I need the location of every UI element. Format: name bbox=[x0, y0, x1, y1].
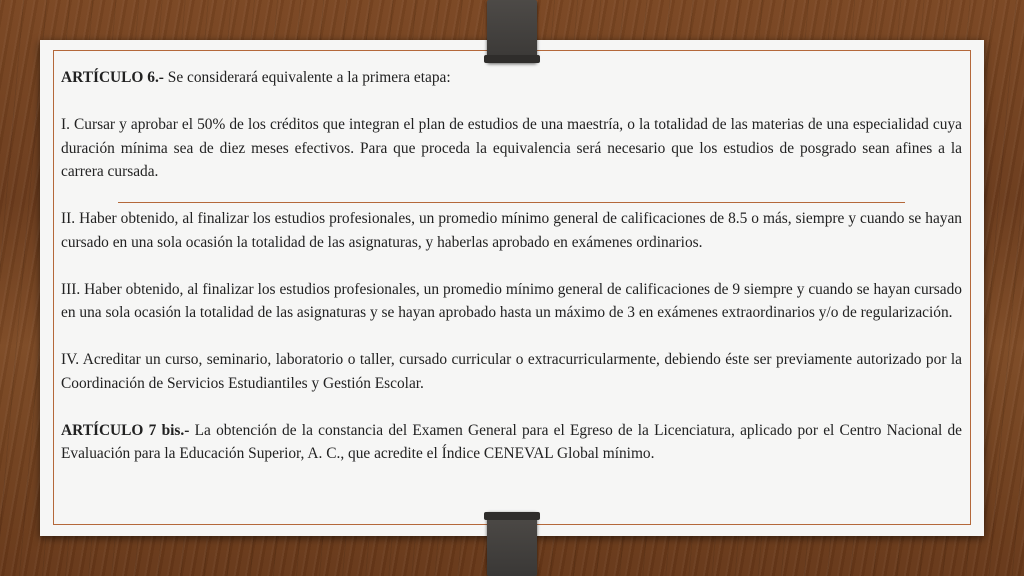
binder-clip-bottom bbox=[487, 512, 537, 576]
fraccion-i-paragraph: I. Cursar y aprobar el 50% de los créditos que integran el plan de estudios de una maestría, o la totalidad de las materias de una especialidad cuya duración mínima sea de diez meses efectivos. Para que proceda la equivalencia será necesario que los estudios de posgrado sean afines a la carrera cursada. bbox=[61, 116, 962, 180]
articulo-6-heading: ARTÍCULO 6.- bbox=[61, 69, 164, 86]
fraccion-ii-paragraph: II. Haber obtenido, al finalizar los estudios profesionales, un promedio mínimo general de calificaciones de 8.5 o más, siempre y cuando se hayan cursado en una sola ocasión la totalidad de las asignaturas, y haberlas aprobado en exámenes ordinarios. bbox=[61, 210, 962, 251]
articulo-7bis-paragraph bbox=[61, 419, 962, 466]
fraccion-iv-paragraph: IV. Acreditar un curso, seminario, laboratorio o taller, cursado curricular o extracurricularmente, debiendo éste ser previamente autorizado por la Coordinación de Servicios Estudiantiles y Gestión Escolar. bbox=[61, 351, 962, 392]
articulo-6-text: Se considerará equivalente a la primera etapa: bbox=[163, 69, 451, 86]
articulo-7bis-heading: ARTÍCULO 7 bis.- bbox=[61, 421, 190, 439]
binder-clip-top bbox=[487, 0, 537, 63]
articulo-7bis-text: La obtención de la constancia del Examen General para el Egreso de la Licenciatura, aplicado por el Centro Nacional de Evaluación para la Educación Superior, A. C., que acredite el Índice CENEVAL Global mínimo. bbox=[61, 421, 962, 462]
document-text bbox=[61, 66, 962, 489]
fraccion-iii-paragraph: III. Haber obtenido, al finalizar los estudios profesionales, un promedio mínimo general de calificaciones de 9 siempre y cuando se hayan cursado en una sola ocasión la totalidad de las asignaturas y se hayan aprobado hasta un máximo de 3 en exámenes extraordinarios y/o de regularización. bbox=[61, 280, 962, 321]
articulo-6-paragraph bbox=[61, 66, 962, 90]
